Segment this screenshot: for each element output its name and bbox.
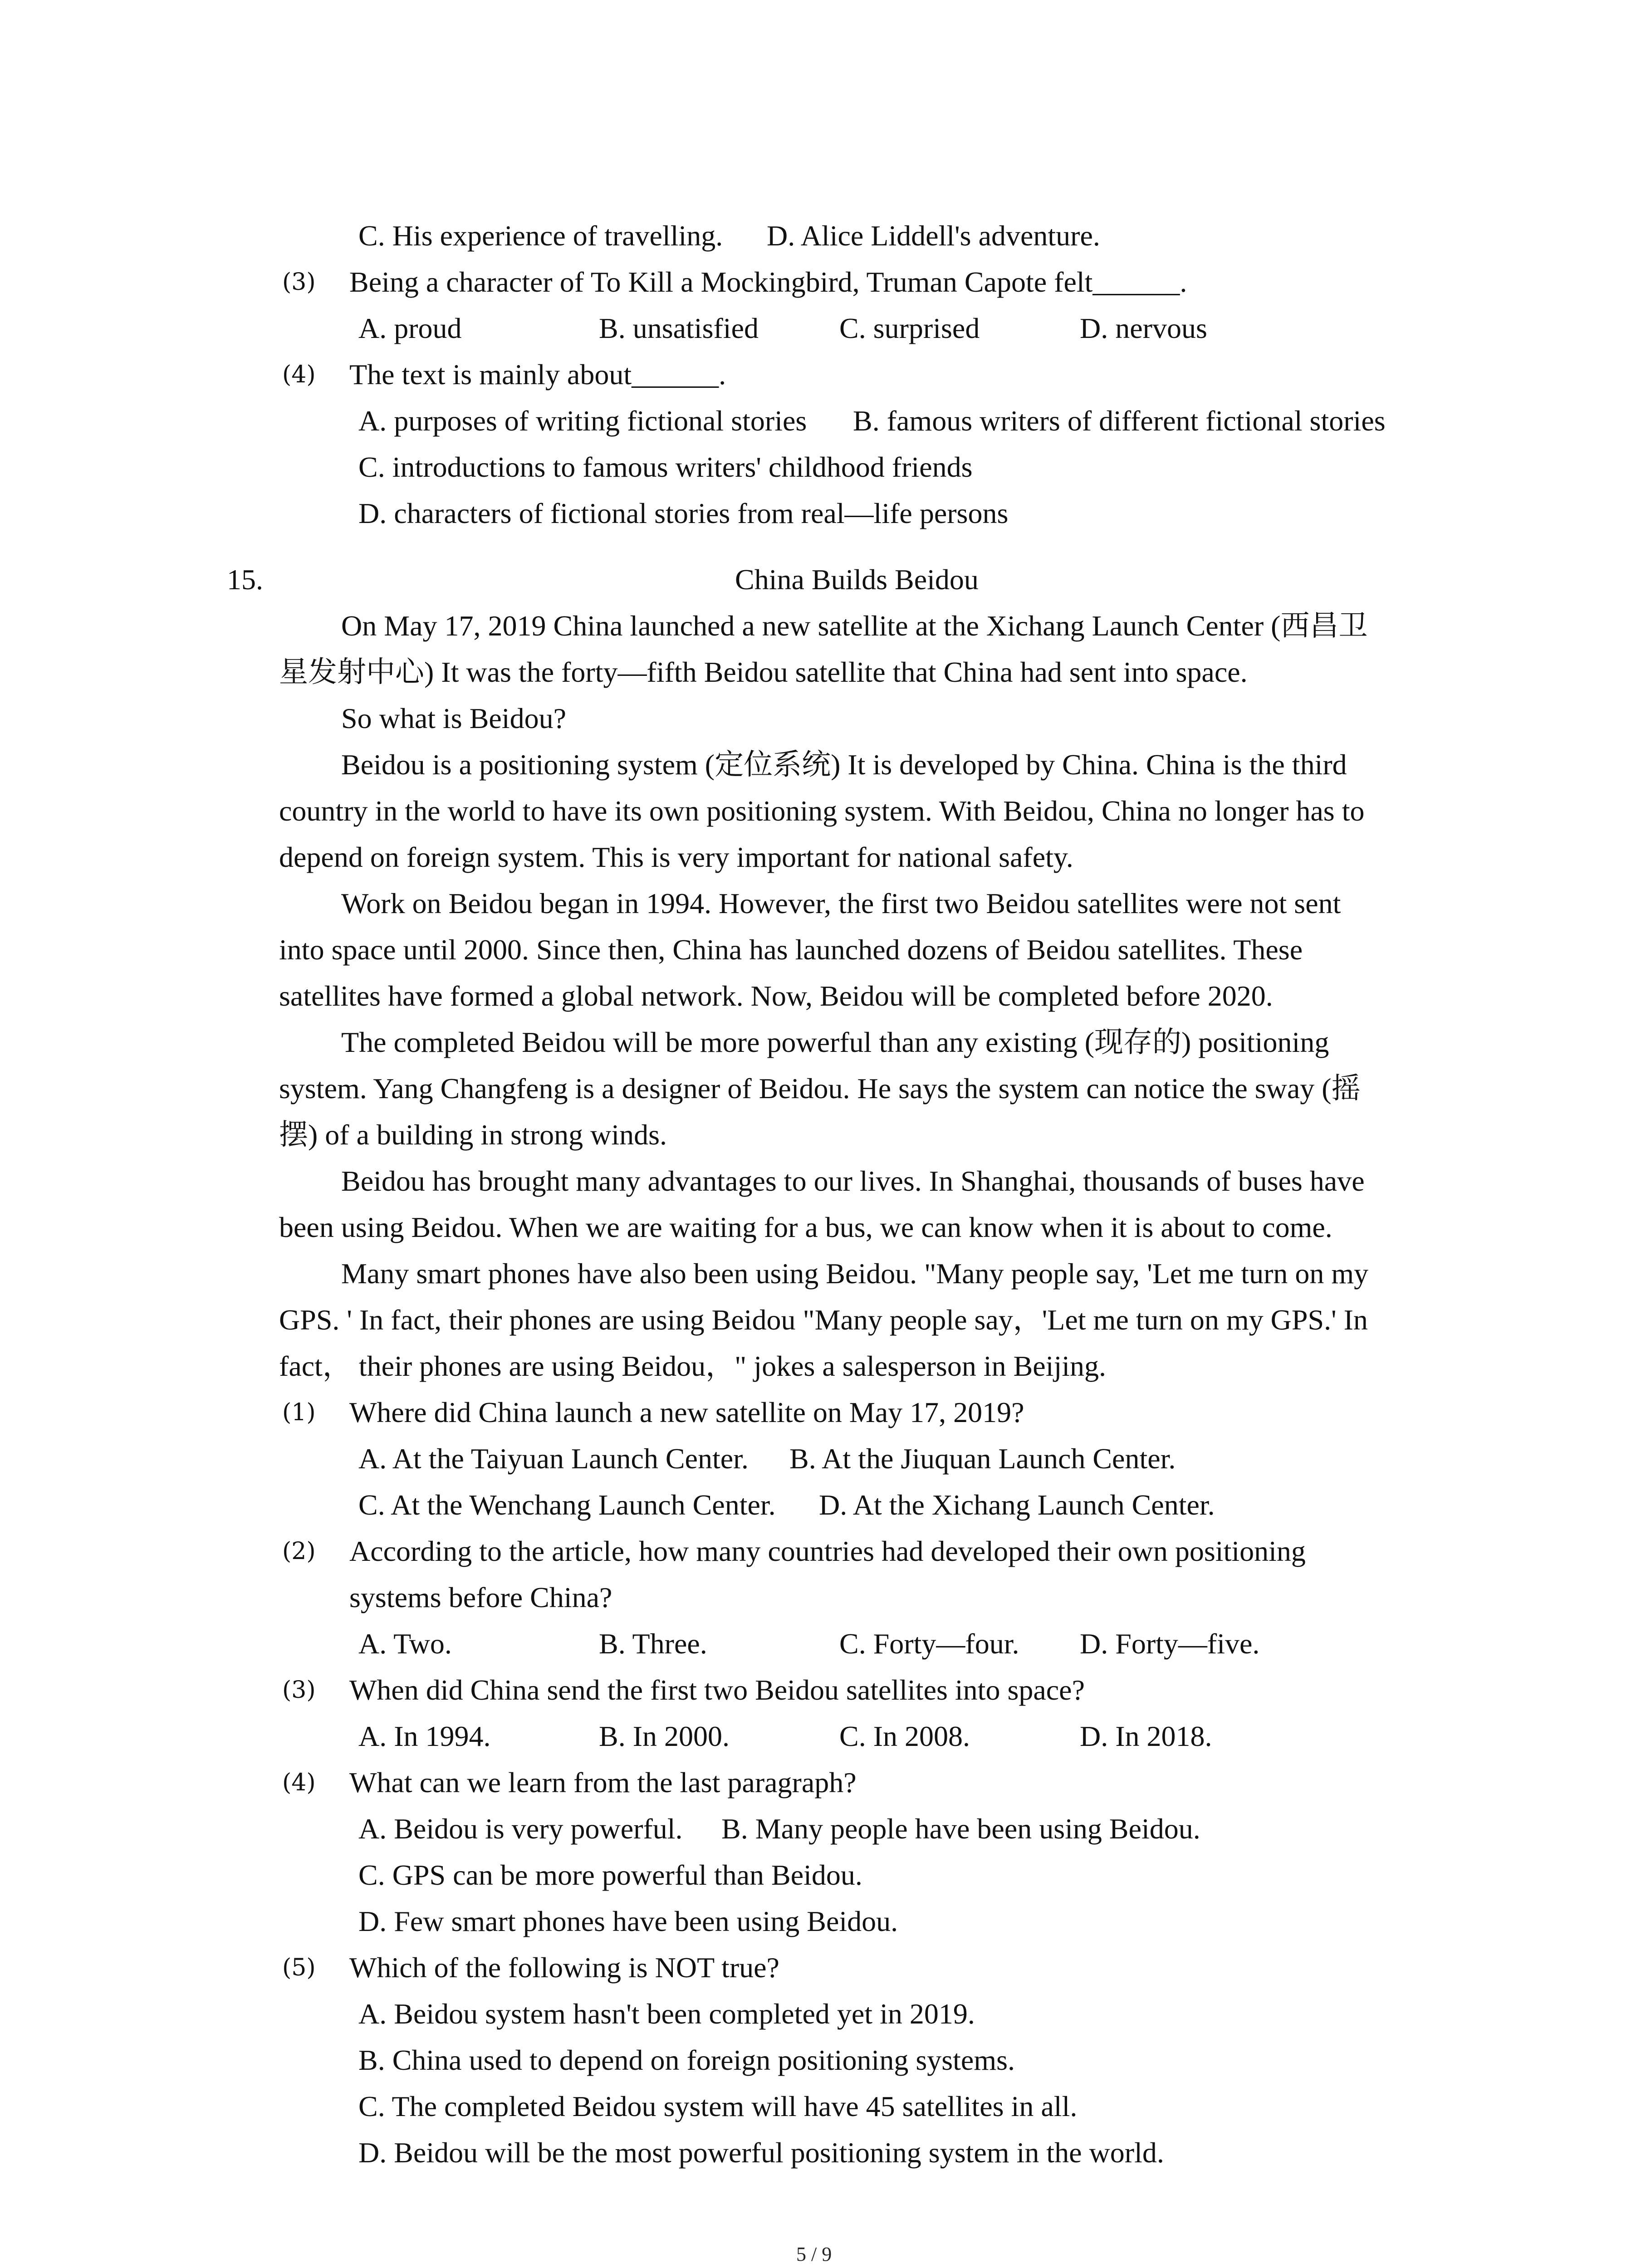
subq2-option-c: C. Forty—four. xyxy=(839,1628,1019,1660)
passage-line: into space until 2000. Since then, China has launched dozens of Beidou satellites. These xyxy=(279,934,1303,966)
subq3-option-c: C. In 2008. xyxy=(839,1720,970,1752)
prev-q3-option-a: A. proud xyxy=(358,312,462,344)
subq4-option-a: A. Beidou is very powerful. xyxy=(358,1813,683,1845)
subq1-number: (1) xyxy=(282,1399,316,1426)
passage-line: system. Yang Changfeng is a designer of Beidou. He says the system can notice the sway (摇 xyxy=(279,1072,1361,1105)
subq5-number: (5) xyxy=(282,1954,316,1981)
passage-line: been using Beidou. When we are waiting for a bus, we can know when it is about to come. xyxy=(279,1211,1332,1243)
prev-q4-text: The text is mainly about______. xyxy=(349,358,726,391)
subq1-option-b: B. At the Jiuquan Launch Center. xyxy=(789,1442,1176,1475)
prev-q3-text: Being a character of To Kill a Mockingbird, Truman Capote felt______. xyxy=(349,266,1187,298)
prev-q4-option-c: C. introductions to famous writers' childhood friends xyxy=(358,451,973,483)
passage-title: China Builds Beidou xyxy=(735,563,979,596)
subq4-number: (4) xyxy=(282,1769,316,1796)
prev-q4-number: (4) xyxy=(282,361,316,388)
passage-line: Work on Beidou began in 1994. However, the first two Beidou satellites were not sent xyxy=(341,887,1341,919)
passage-line: 星发射中心) It was the forty—fifth Beidou satellite that China had sent into space. xyxy=(279,656,1248,688)
subq5-option-b: B. China used to depend on foreign positioning systems. xyxy=(358,2044,1015,2076)
subq3-text: When did China send the first two Beidou satellites into space? xyxy=(349,1674,1085,1706)
subq2-number: (2) xyxy=(282,1538,316,1565)
passage-line: On May 17, 2019 China launched a new satellite at the Xichang Launch Center (西昌卫 xyxy=(341,610,1368,642)
prev-q4-option-d: D. characters of fictional stories from real—life persons xyxy=(358,497,1009,529)
subq5-option-c: C. The completed Beidou system will have 45 satellites in all. xyxy=(358,2090,1078,2122)
passage-line: The completed Beidou will be more powerful than any existing (现存的) positioning xyxy=(341,1026,1329,1058)
passage-line: 摆) of a building in strong winds. xyxy=(279,1119,667,1151)
prev-q3-option-b: B. unsatisfied xyxy=(599,312,759,344)
prev-q4-option-a: A. purposes of writing fictional stories xyxy=(358,405,807,437)
prev-q3-option-d: D. nervous xyxy=(1080,312,1207,344)
subq4-option-c: C. GPS can be more powerful than Beidou. xyxy=(358,1859,862,1891)
prev-q3-number: (3) xyxy=(282,269,316,296)
subq1-option-a: A. At the Taiyuan Launch Center. xyxy=(358,1442,749,1475)
passage-line: depend on foreign system. This is very important for national safety. xyxy=(279,841,1073,873)
page-number: 5 / 9 xyxy=(796,2243,832,2265)
subq2-option-a: A. Two. xyxy=(358,1628,452,1660)
subq2-option-d: D. Forty—five. xyxy=(1080,1628,1260,1660)
subq3-option-b: B. In 2000. xyxy=(599,1720,730,1752)
prev-q2-option-c: C. His experience of travelling. xyxy=(358,220,723,252)
subq2-text: According to the article, how many countries had developed their own positioning xyxy=(349,1535,1306,1567)
passage-line: satellites have formed a global network. Now, Beidou will be completed before 2020. xyxy=(279,980,1273,1012)
prev-q4-option-b: B. famous writers of different fictional stories xyxy=(853,405,1386,437)
prev-q3-option-c: C. surprised xyxy=(839,312,980,344)
passage-line: Beidou has brought many advantages to our lives. In Shanghai, thousands of buses have xyxy=(341,1165,1365,1197)
passage-line: So what is Beidou? xyxy=(341,702,566,734)
subq2-option-b: B. Three. xyxy=(599,1628,707,1660)
prev-q2-option-d: D. Alice Liddell's adventure. xyxy=(767,220,1100,252)
subq3-option-a: A. In 1994. xyxy=(358,1720,491,1752)
subq4-text: What can we learn from the last paragraph? xyxy=(349,1766,857,1799)
subq3-option-d: D. In 2018. xyxy=(1080,1720,1212,1752)
passage-line: Many smart phones have also been using Beidou. "Many people say, 'Let me turn on my xyxy=(341,1257,1369,1290)
subq5-option-d: D. Beidou will be the most powerful positioning system in the world. xyxy=(358,2136,1164,2169)
subq3-number: (3) xyxy=(282,1677,316,1704)
subq1-option-d: D. At the Xichang Launch Center. xyxy=(819,1489,1215,1521)
passage-line: GPS. ' In fact, their phones are using Beidou "Many people say，'Let me turn on my GPS.' In xyxy=(279,1304,1368,1336)
subq1-option-c: C. At the Wenchang Launch Center. xyxy=(358,1489,776,1521)
passage-line: country in the world to have its own positioning system. With Beidou, China no longer has to xyxy=(279,795,1365,827)
subq4-option-d: D. Few smart phones have been using Beidou. xyxy=(358,1905,898,1937)
passage-line: Beidou is a positioning system (定位系统) It is developed by China. China is the third xyxy=(341,748,1347,781)
subq5-text: Which of the following is NOT true? xyxy=(349,1951,779,1984)
subq4-option-b: B. Many people have been using Beidou. xyxy=(721,1813,1200,1845)
question-number: 15. xyxy=(227,563,263,596)
passage-line: fact， their phones are using Beidou，" jokes a salesperson in Beijing. xyxy=(279,1350,1107,1382)
subq5-option-a: A. Beidou system hasn't been completed yet in 2019. xyxy=(358,1998,975,2030)
subq2-text-continued: systems before China? xyxy=(349,1581,612,1613)
subq1-text: Where did China launch a new satellite on May 17, 2019? xyxy=(349,1396,1024,1428)
